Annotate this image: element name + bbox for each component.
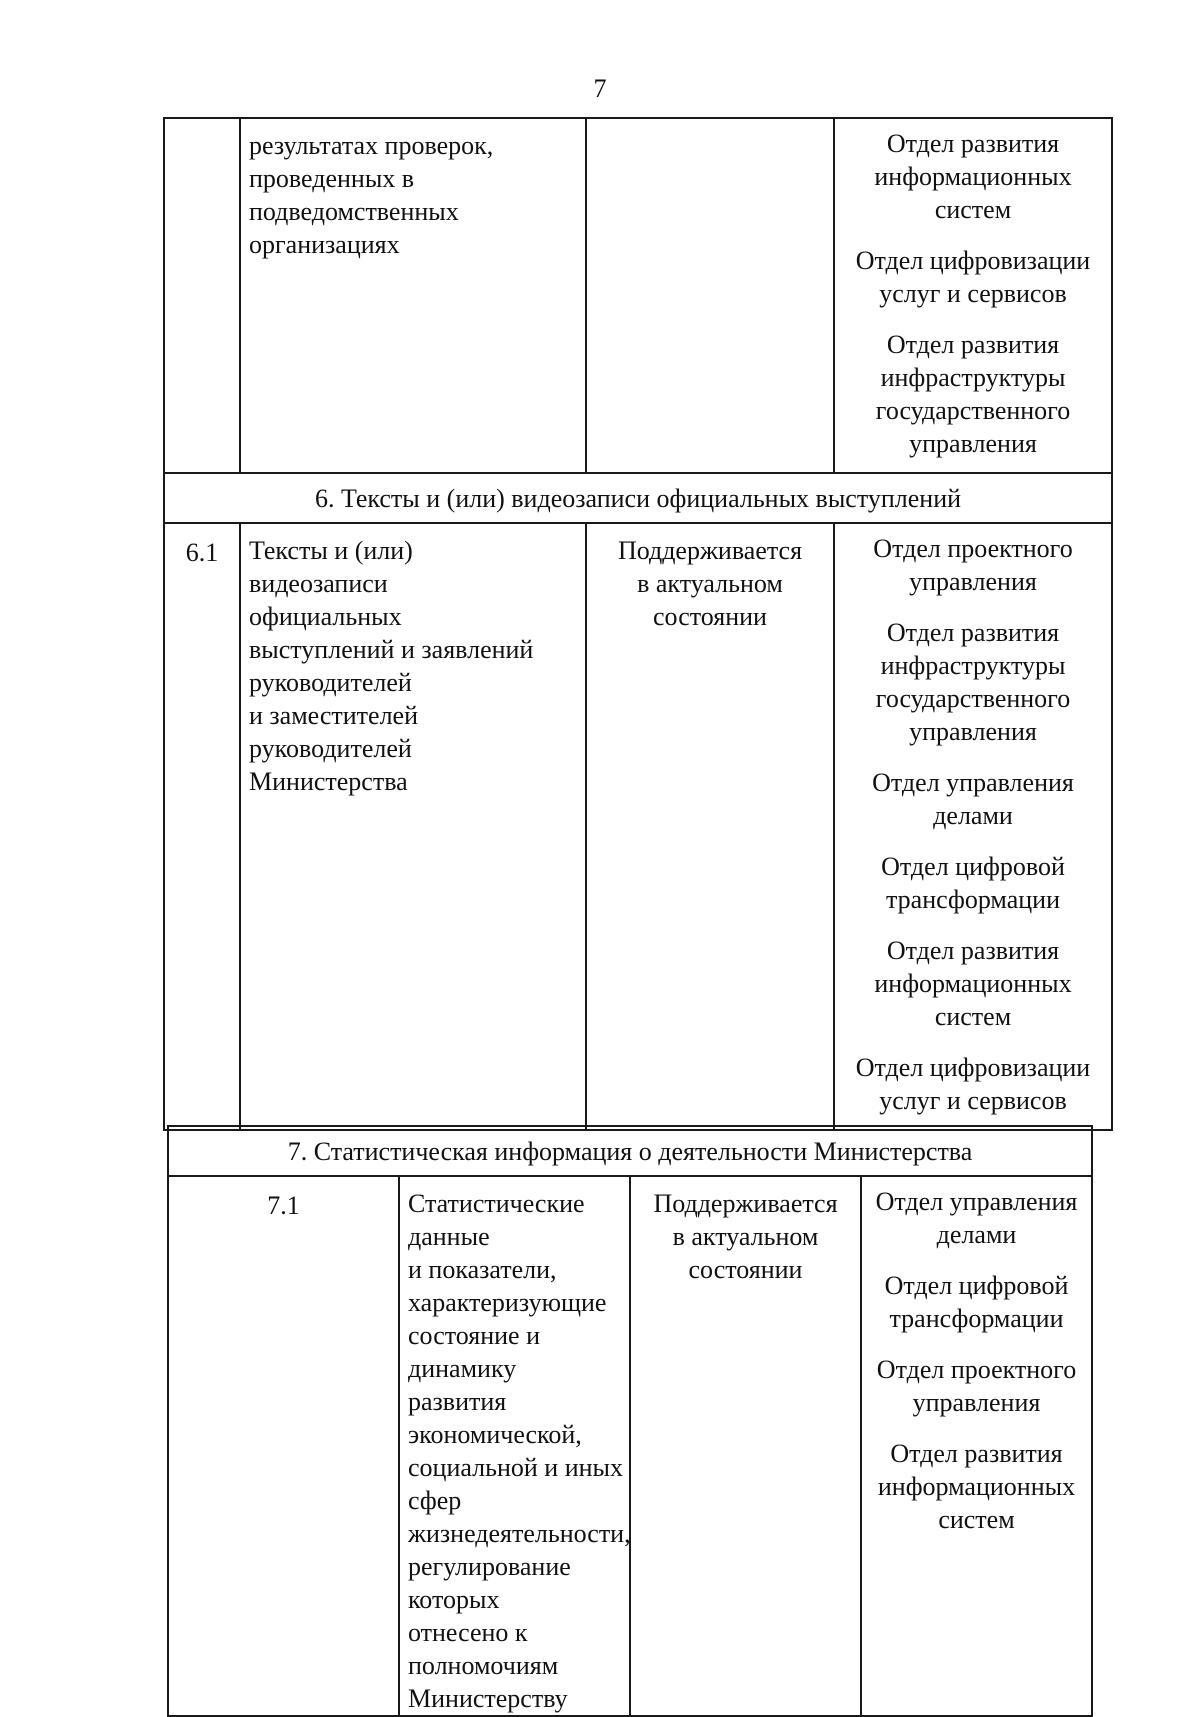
status-cell (630, 1176, 861, 1716)
item-name-cell (240, 523, 586, 1130)
departments-cell (834, 523, 1112, 1130)
section-header-row (164, 473, 1112, 523)
row-number-cell: 6.1 (164, 523, 240, 1130)
table-row-6-1 (164, 523, 1112, 1130)
department-item: Отдел управления делами (875, 1187, 1078, 1249)
table-row-continuation (164, 118, 1112, 473)
item-name: Статистические данные и показатели, характеризующие состояние и динамику развития экономической, социальной и иных сфер жизнедеятельности, регулирование которых отнесено к полномочиям Министерству (408, 1189, 631, 1713)
department-item: Отдел развития инфраструктуры государственного управления (875, 330, 1071, 458)
row-number-cell: 7.1 (168, 1176, 399, 1716)
item-name-cell (240, 118, 586, 473)
item-name: результатах проверок, проведенных в подведомственных организациях (249, 131, 494, 259)
item-name: Тексты и (или) видеозаписи официальных выступлений и заявлений руководителей и заместителей руководителей Министерства (249, 536, 534, 796)
departments-cell (834, 118, 1112, 473)
department-item: Отдел развития информационных систем (874, 129, 1072, 224)
departments-cell (861, 1176, 1092, 1716)
section-header-row (168, 1126, 1092, 1176)
status-text: Поддерживается в актуальном состоянии (653, 1189, 838, 1284)
row-number-cell (164, 118, 240, 473)
status-cell (586, 523, 834, 1130)
department-item: Отдел развития информационных систем (874, 936, 1072, 1031)
department-item: Отдел цифровизации услуг и сервисов (855, 246, 1091, 308)
item-name-cell (399, 1176, 630, 1716)
section-title: 7. Статистическая информация о деятельности Министерства (168, 1126, 1092, 1176)
department-item: Отдел цифровой трансформации (881, 852, 1065, 914)
department-item: Отдел развития инфраструктуры государственного управления (875, 618, 1071, 746)
department-item: Отдел развития информационных систем (877, 1439, 1076, 1534)
page-number: 7 (593, 74, 607, 103)
department-item: Отдел проектного управления (873, 534, 1073, 596)
status-text: Поддерживается в актуальном состоянии (617, 536, 803, 631)
status-cell (586, 118, 834, 473)
table-row-7-1 (168, 1176, 1092, 1716)
registry-table-part-2 (167, 1125, 1093, 1717)
registry-table-part-1 (163, 117, 1113, 1131)
department-item: Отдел управления делами (872, 768, 1074, 830)
department-item: Отдел цифровой трансформации (884, 1271, 1069, 1333)
section-title: 6. Тексты и (или) видеозаписи официальных выступлений (164, 473, 1112, 523)
department-item: Отдел цифровизации услуг и сервисов (855, 1053, 1091, 1115)
department-item: Отдел проектного управления (876, 1355, 1077, 1417)
